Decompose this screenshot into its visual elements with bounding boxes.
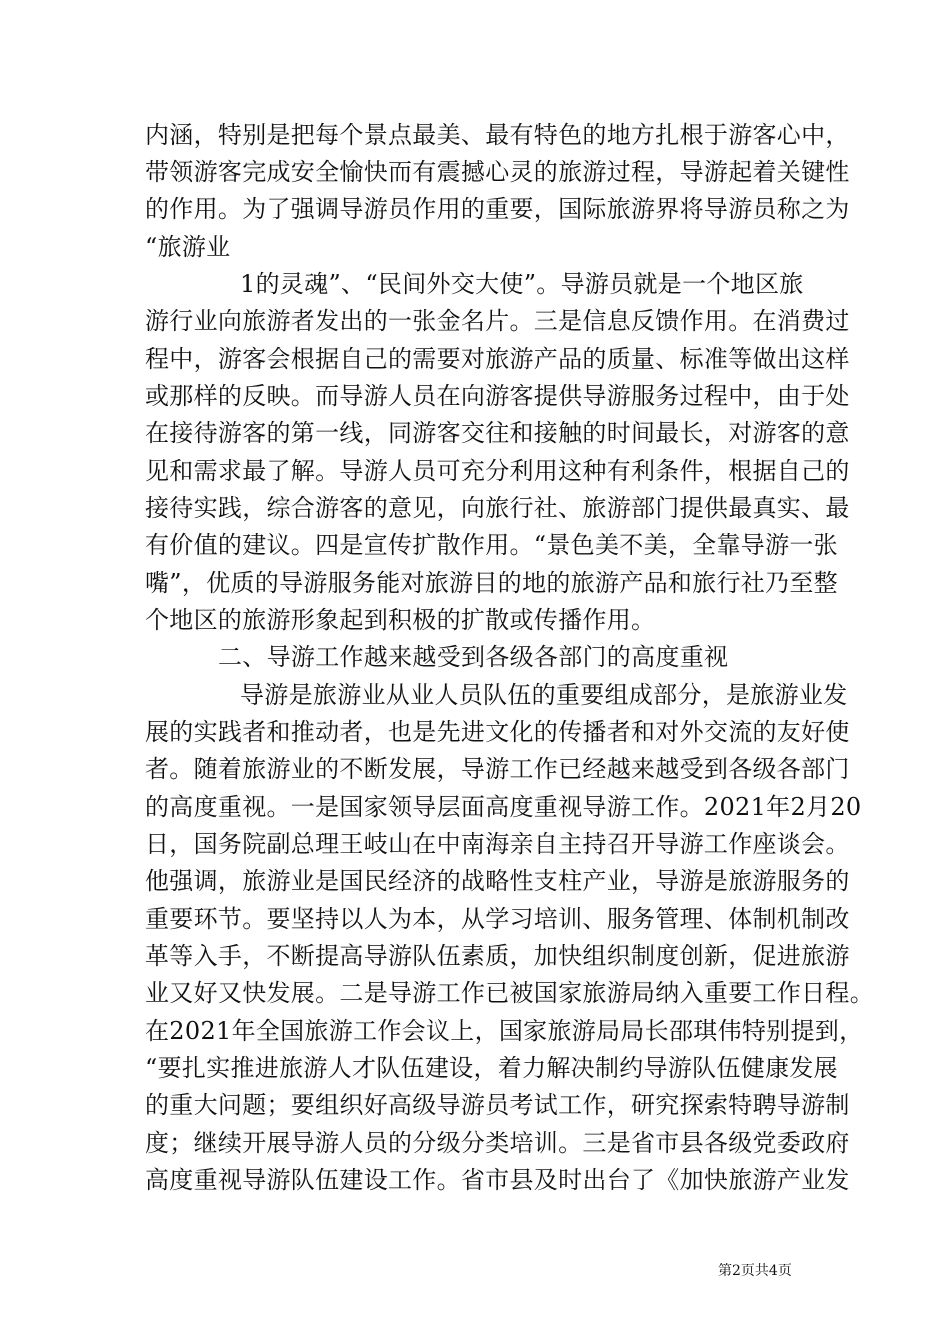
paragraph-line: 展的实践者和推动者，也是先进文化的传播者和对外交流的友好使: [145, 718, 850, 746]
paragraph-line: 在接待游客的第一线，同游客交往和接触的时间最长，对游客的意: [145, 419, 850, 447]
paragraph-line: “要扎实推进旅游人才队伍建设，着力解决制约导游队伍健康发展: [145, 1054, 838, 1082]
paragraph-line: 日，国务院副总理王岐山在中南海亲自主持召开导游工作座谈会。: [145, 830, 850, 858]
paragraph-line: 有价值的建议。四是宣传扩散作用。“景色美不美，全靠导游一张: [145, 531, 838, 559]
paragraph-line: 嘴”，优质的导游服务能对旅游目的地的旅游产品和旅行社乃至整: [145, 569, 838, 597]
paragraph-line: 内涵，特别是把每个景点最美、最有特色的地方扎根于游客心中，: [145, 121, 850, 149]
paragraph-line: 的作用。为了强调导游员作用的重要，国际旅游界将导游员称之为: [145, 195, 850, 223]
paragraph-line: 革等入手，不断提高导游队伍素质，加快组织制度创新，促进旅游: [145, 942, 850, 970]
paragraph-line: 他强调，旅游业是国民经济的战略性支柱产业，导游是旅游服务的: [145, 867, 850, 895]
paragraph-line: 个地区的旅游形象起到积极的扩散或传播作用。: [145, 606, 656, 634]
paragraph-line: 度；继续开展导游人员的分级分类培训。三是省市县各级党委政府: [145, 1129, 850, 1157]
paragraph-line: 重要环节。要坚持以人为本，从学习培训、服务管理、体制机制改: [145, 905, 850, 933]
paragraph-line: 的重大问题；要组织好高级导游员考试工作，研究探索特聘导游制: [145, 1091, 850, 1119]
paragraph-line: 高度重视导游队伍建设工作。省市县及时出台了《加快旅游产业发: [145, 1166, 850, 1194]
paragraph-line: 或那样的反映。而导游人员在向游客提供导游服务过程中，由于处: [145, 382, 850, 410]
paragraph-line: 导游是旅游业从业人员队伍的重要组成部分，是旅游业发: [240, 681, 848, 709]
page-number-footer: 第2页共4页: [718, 1263, 792, 1279]
paragraph-line: “旅游业: [145, 233, 231, 261]
paragraph-line: 见和需求最了解。导游人员可充分利用这种有利条件，根据自己的: [145, 457, 850, 485]
paragraph-line: 带领游客完成安全愉快而有震撼心灵的旅游过程，导游起着关键性: [145, 158, 850, 186]
paragraph-line: 业又好又快发展。二是导游工作已被国家旅游局纳入重要工作日程。: [145, 979, 874, 1007]
paragraph-line: 程中，游客会根据自己的需要对旅游产品的质量、标准等做出这样: [145, 345, 850, 373]
section-heading: 二、导游工作越来越受到各级各部门的高度重视: [218, 643, 729, 671]
paragraph-line: 在2021年全国旅游工作会议上，国家旅游局局长邵琪伟特别提到，: [145, 1017, 864, 1045]
paragraph-line: 1的灵魂”、“民间外交大使”。导游员就是一个地区旅: [240, 270, 804, 298]
paragraph-line: 者。随着旅游业的不断发展，导游工作已经越来越受到各级各部门: [145, 755, 850, 783]
paragraph-line: 的高度重视。一是国家领导层面高度重视导游工作。2021年2月20: [145, 793, 862, 821]
paragraph-line: 游行业向旅游者发出的一张金名片。三是信息反馈作用。在消费过: [145, 307, 850, 335]
paragraph-line: 接待实践，综合游客的意见，向旅行社、旅游部门提供最真实、最: [145, 494, 850, 522]
